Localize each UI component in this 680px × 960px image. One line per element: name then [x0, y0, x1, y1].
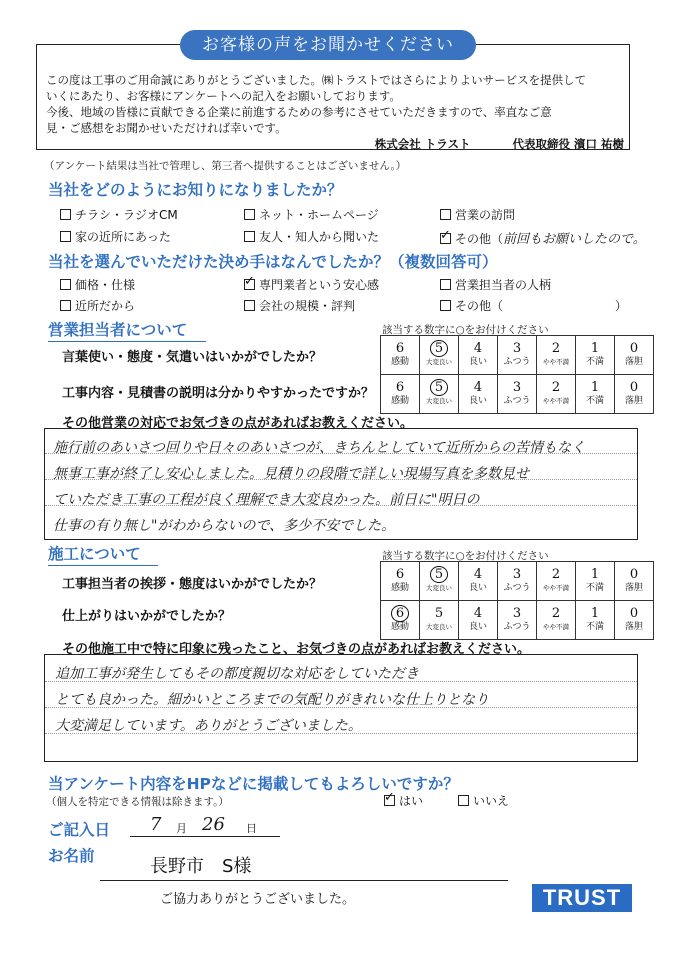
comment-line: 仕事の有り無し"がわからないので、多少不安でした。 [53, 518, 396, 534]
rating-cell[interactable]: 5 大変良い [420, 562, 459, 601]
rating-cell[interactable]: 6 感動 [381, 601, 420, 640]
construction-question-1: 工事担当者の挨拶・態度はいかがでしたか？ [62, 577, 323, 592]
construction-rating-table [380, 561, 654, 640]
intro-line: この度は工事のご用命誠にありがとうございました。㈱トラストではさらによりよいサービスを提供して [46, 73, 587, 87]
checkbox[interactable] [440, 209, 451, 220]
checkbox[interactable] [440, 279, 451, 290]
q2-option-other[interactable]: その他（ ） [440, 297, 627, 314]
selected-rating-circle: 5 [430, 340, 448, 357]
comment-line: 追加工事が発生してもその都度親切な対応をしていただき [55, 666, 419, 682]
q2-option[interactable]: 営業担当者の人柄 [440, 276, 551, 293]
trust-logo: TRUST [532, 884, 632, 912]
checkbox-checked[interactable] [384, 790, 395, 806]
rating-cell[interactable]: 0 落胆 [615, 375, 654, 414]
construction-comment-box[interactable] [44, 654, 638, 762]
checkbox[interactable] [60, 279, 71, 290]
intro-text [46, 72, 626, 136]
construction-question-2: 仕上がりはいかがでしたか？ [62, 609, 232, 624]
rating-cell[interactable]: 3 ふつう [498, 562, 537, 601]
sales-scale-caption: 該当する数字に○をお付けください [382, 324, 549, 336]
privacy-note: （アンケート結果は当社で管理し、第三者へ提供することはございません。） [44, 160, 407, 172]
rating-cell[interactable]: 1 不満 [576, 336, 615, 375]
signature [375, 136, 624, 152]
q1-option[interactable]: 友人・知人から聞いた [244, 228, 379, 245]
construction-scale-caption: 該当する数字に○をお付けください [382, 550, 549, 562]
publish-title: 当アンケート内容をHPなどに掲載してもよろしいですか？ [48, 775, 459, 793]
q2-option[interactable]: ✓ 専門業者という安心感 [244, 274, 380, 292]
selected-rating-circle: 5 [430, 379, 448, 396]
rating-cell[interactable]: 1 不満 [576, 601, 615, 640]
checkmark-icon: ✓ [440, 228, 451, 243]
rating-cell[interactable]: 5 大変良い [420, 336, 459, 375]
intro-line: 今後、地域の皆様に貢献できる企業に前進するための参考にさせていただきますので、率直なご意 [46, 105, 552, 119]
checkbox[interactable] [458, 795, 469, 806]
intro-line: いくにあたり、お客様にアンケートへの記入をお願いしております。 [46, 89, 401, 103]
publish-no[interactable]: いいえ [458, 792, 509, 809]
rating-cell[interactable]: 6 感動 [381, 336, 420, 375]
sales-rating-table [380, 335, 654, 414]
sales-question-1: 言葉使い・態度・気遣いはいかがでしたか？ [62, 350, 323, 365]
checkbox-checked[interactable] [244, 274, 255, 290]
construction-title: 施工について [48, 542, 158, 566]
publish-yes[interactable]: ✓ はい [384, 790, 424, 808]
rating-cell[interactable]: 0 落胆 [615, 336, 654, 375]
rating-row [381, 601, 654, 640]
q2-option[interactable]: 価格・仕様 [60, 276, 135, 293]
q2-option[interactable]: 会社の規模・評判 [244, 297, 355, 314]
sales-comment-prompt: その他営業の対応でお気づきの点があればお教えください。 [62, 416, 414, 431]
q1-option[interactable]: 営業の訪問 [440, 206, 515, 223]
checkbox[interactable] [440, 300, 451, 311]
rating-cell[interactable]: 1 不満 [576, 375, 615, 414]
selected-rating-circle: 6 [391, 605, 409, 622]
checkbox[interactable] [244, 300, 255, 311]
q1-option-other[interactable]: ✓ その他（前回もお願いしたので。 [440, 228, 646, 247]
date-label: ご記入日 [48, 821, 111, 839]
checkbox[interactable] [60, 300, 71, 311]
date-underline [130, 836, 280, 837]
q1-option[interactable]: 家の近所にあった [60, 228, 171, 245]
rating-row [381, 562, 654, 601]
checkmark-icon: ✓ [244, 274, 255, 289]
name-underline [100, 880, 508, 881]
company-name: 株式会社 トラスト [374, 137, 471, 151]
comment-line: とても良かった。細かいところまでの気配りがきれいな仕上りとなり [55, 692, 489, 708]
date-month[interactable]: 7 [150, 814, 162, 835]
rating-cell[interactable]: 4 良い [459, 562, 498, 601]
date-day-unit: 日 [246, 822, 257, 835]
intro-line: 見・ご感想をお聞かせいただければ幸いです。 [46, 121, 287, 135]
q2-title: 当社を選んでいただけた決め手はなんでしたか？（複数回答可） [48, 253, 498, 271]
rating-cell[interactable]: 0 落胆 [615, 601, 654, 640]
comment-line: 大変満足しています。ありがとうございました。 [55, 718, 362, 734]
rating-cell[interactable]: 0 落胆 [615, 562, 654, 601]
rating-cell[interactable]: 2 やや不満 [537, 601, 576, 640]
date-day[interactable]: 26 [202, 814, 225, 835]
rating-cell[interactable]: 4 良い [459, 336, 498, 375]
q1-option[interactable]: ネット・ホームページ [244, 206, 379, 223]
rating-cell[interactable]: 3 ふつう [498, 601, 537, 640]
rating-cell[interactable]: 2 やや不満 [537, 375, 576, 414]
name-label: お名前 [48, 847, 95, 865]
thanks-message: ご協力ありがとうございました。 [160, 892, 356, 907]
construction-comment-prompt: その他施工中で特に印象に残ったこと、お気づきの点があればお教えください。 [62, 642, 531, 657]
comment-line: 無事工事が終了し安心しました。見積りの段階で詳しい現場写真を多数見せ [53, 466, 529, 482]
ceo-name: 代表取締役 濱口 祐樹 [512, 137, 624, 151]
sales-title: 営業担当者について [48, 318, 206, 342]
rating-row [381, 375, 654, 414]
rating-row [381, 336, 654, 375]
checkmark-icon: ✓ [384, 790, 395, 805]
comment-line: 施行前のあいさつ回りや日々のあいさつが、きちんとしていて近所からの苦情もなく [53, 440, 585, 456]
rating-cell[interactable]: 3 ふつう [498, 336, 537, 375]
checkbox[interactable] [60, 209, 71, 220]
page-title: お客様の声をお聞かせください [180, 30, 476, 60]
rating-cell[interactable]: 5 大変良い [420, 375, 459, 414]
sales-comment-box[interactable] [44, 428, 638, 540]
rating-cell[interactable]: 2 やや不満 [537, 562, 576, 601]
rating-cell[interactable]: 5 大変良い [420, 601, 459, 640]
rating-cell[interactable]: 3 ふつう [498, 375, 537, 414]
publish-note: （個人を特定できる情報は除きます。） [46, 796, 229, 808]
rating-cell[interactable]: 4 良い [459, 601, 498, 640]
q1-other-answer[interactable]: 前回もお願いしたので。 [503, 232, 646, 247]
q1-option[interactable]: チラシ・ラジオCM [60, 206, 178, 223]
rating-cell[interactable]: 2 やや不満 [537, 336, 576, 375]
q1-title: 当社をどのようにお知りになりましたか？ [48, 181, 343, 199]
rating-cell[interactable]: 1 不満 [576, 562, 615, 601]
q2-option[interactable]: 近所だから [60, 297, 135, 314]
rating-cell[interactable]: 4 良い [459, 375, 498, 414]
rating-cell[interactable]: 6 感動 [381, 562, 420, 601]
checkbox[interactable] [244, 209, 255, 220]
checkbox-checked[interactable] [440, 228, 451, 244]
date-month-unit: 月 [176, 822, 187, 835]
checkbox[interactable] [60, 231, 71, 242]
name-value[interactable]: 長野市 S様 [150, 856, 252, 877]
selected-rating-circle: 5 [430, 566, 448, 583]
sales-question-2: 工事内容・見積書の説明は分かりやすかったですか？ [62, 386, 375, 401]
checkbox[interactable] [244, 231, 255, 242]
rating-cell[interactable]: 6 感動 [381, 375, 420, 414]
comment-line: ていただき工事の工程が良く理解でき大変良かった。前日に"明日の [53, 492, 480, 508]
